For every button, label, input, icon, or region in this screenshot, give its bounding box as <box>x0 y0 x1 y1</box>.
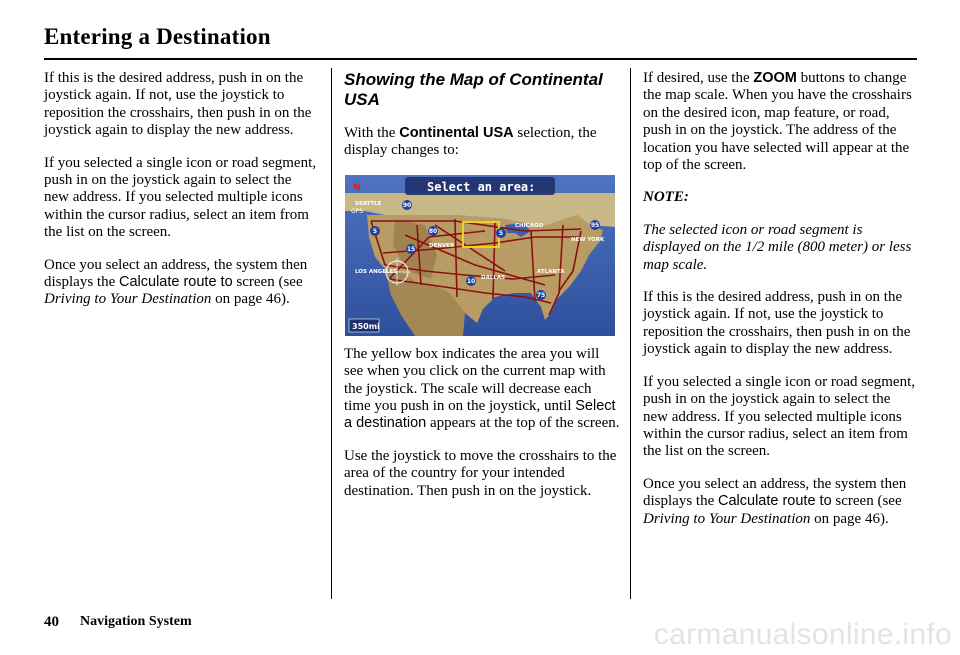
shield-15-label: 15 <box>406 245 416 253</box>
map-screenshot <box>345 175 615 336</box>
usa-map <box>345 175 615 336</box>
col1-paragraph-2: If you selected a single icon or road segment, push in on the joystick again to select the new address. If you selected multiple icons within the cursor radius, select an item from the list on the screen. <box>44 154 316 241</box>
col3-paragraph-2: If this is the desired address, push in on the joystick again. If not, use the joystick to reposition the crosshairs, then push in on the joystick again to display the new address. <box>643 289 911 358</box>
north-icon: N <box>353 182 361 193</box>
continental-usa-label: Continental USA <box>399 125 514 141</box>
header-rule <box>44 58 917 60</box>
city-atlanta: ATLANTA <box>537 268 565 275</box>
note-label: NOTE: <box>643 189 689 206</box>
col3-p4-text-e: on page 46). <box>810 510 889 527</box>
city-new-york: NEW YORK <box>571 236 605 243</box>
gps-label: GPS <box>351 207 364 215</box>
col3-p1-text-a: If desired, use the <box>643 70 754 86</box>
col1-paragraph-3 <box>44 257 320 309</box>
driving-reference-2: Driving to Your Destination <box>643 510 811 527</box>
calculate-route-label: Calculate route to <box>119 274 233 291</box>
col2-p2-text-c: appears at the top of the screen. <box>426 415 620 432</box>
shield-5b-label: 5 <box>498 229 504 237</box>
column-3 <box>643 70 919 543</box>
page-title: Entering a Destination <box>44 24 271 49</box>
city-denver: DENVER <box>429 242 455 249</box>
page-number: 40 <box>44 614 59 630</box>
shield-95-label: 95 <box>590 221 600 229</box>
col1-paragraph-1: If this is the desired address, push in on the joystick again. If not, use the joystick to reposition the crosshairs, then push in on the joystick again to display the new address. <box>44 70 312 139</box>
col3-p4-text-a: Once you select an address, the system then displays the <box>643 475 907 510</box>
col2-paragraph-3: Use the joystick to move the crosshairs to the area of the country for your intended destination. Then push in on the joystick. <box>344 447 617 499</box>
col1-p3-text-a: Once you select an address, the system then displays the <box>44 256 308 291</box>
col3-paragraph-1 <box>643 70 919 174</box>
col2-p1-text-c: selection, the display changes to: <box>344 125 597 159</box>
shield-80-label: 80 <box>428 227 438 235</box>
col1-p3-text-c: screen (see <box>232 274 303 291</box>
col3-paragraph-4 <box>643 476 919 528</box>
zoom-label: ZOOM <box>753 70 797 86</box>
note-text: The selected icon or road segment is displayed on the 1/2 mile (800 meter) or less map scale. <box>643 221 912 273</box>
col2-paragraph-2 <box>344 346 620 433</box>
column-1 <box>44 70 320 324</box>
shield-75-label: 75 <box>536 291 546 299</box>
shield-10-label: 10 <box>466 277 476 285</box>
city-dallas: DALLAS <box>481 274 506 281</box>
select-destination-label: Select a destination <box>344 398 616 432</box>
city-chicago: CHICAGO <box>515 222 544 229</box>
shield-90-label: 90 <box>402 201 412 209</box>
scale-label: 350mi <box>352 321 380 331</box>
col3-p4-text-c: screen (see <box>831 493 902 510</box>
col1-p3-text-e: on page 46). <box>211 291 290 308</box>
shield-5-label: 5 <box>372 227 378 235</box>
city-los-angeles: LOS ANGELES <box>355 268 398 275</box>
city-seattle: SEATTLE <box>355 200 382 207</box>
driving-reference: Driving to Your Destination <box>44 291 212 308</box>
column-2 <box>344 70 620 515</box>
section-heading: Showing the Map of Continental USA <box>344 70 603 109</box>
footer-section: Navigation System <box>80 614 192 629</box>
col2-p2-text-a: The yellow box indicates the area you will see when you click on the current map with the joystick. The scale will decrease each time you push in on the joystick, until <box>344 345 606 415</box>
column-divider-1 <box>331 68 332 599</box>
calculate-route-label-2: Calculate route to <box>718 493 832 510</box>
column-divider-2 <box>630 68 631 599</box>
col2-p1-text-a: With the <box>344 125 400 141</box>
col3-p1-text-c: buttons to change the map scale. When you have the crosshairs on the desired icon, map feature, or road, push in on the joystick. The address of the location you have selected will appear at the top of the screen. <box>643 70 912 174</box>
col2-paragraph-1 <box>344 125 620 160</box>
col3-paragraph-3: If you selected a single icon or road segment, push in on the joystick again to select the new address. If you selected multiple icons within the cursor radius, select an item from the list on the screen. <box>643 373 915 460</box>
map-banner-text: Select an area: <box>427 179 536 194</box>
watermark: carmanualsonline.info <box>653 618 952 651</box>
